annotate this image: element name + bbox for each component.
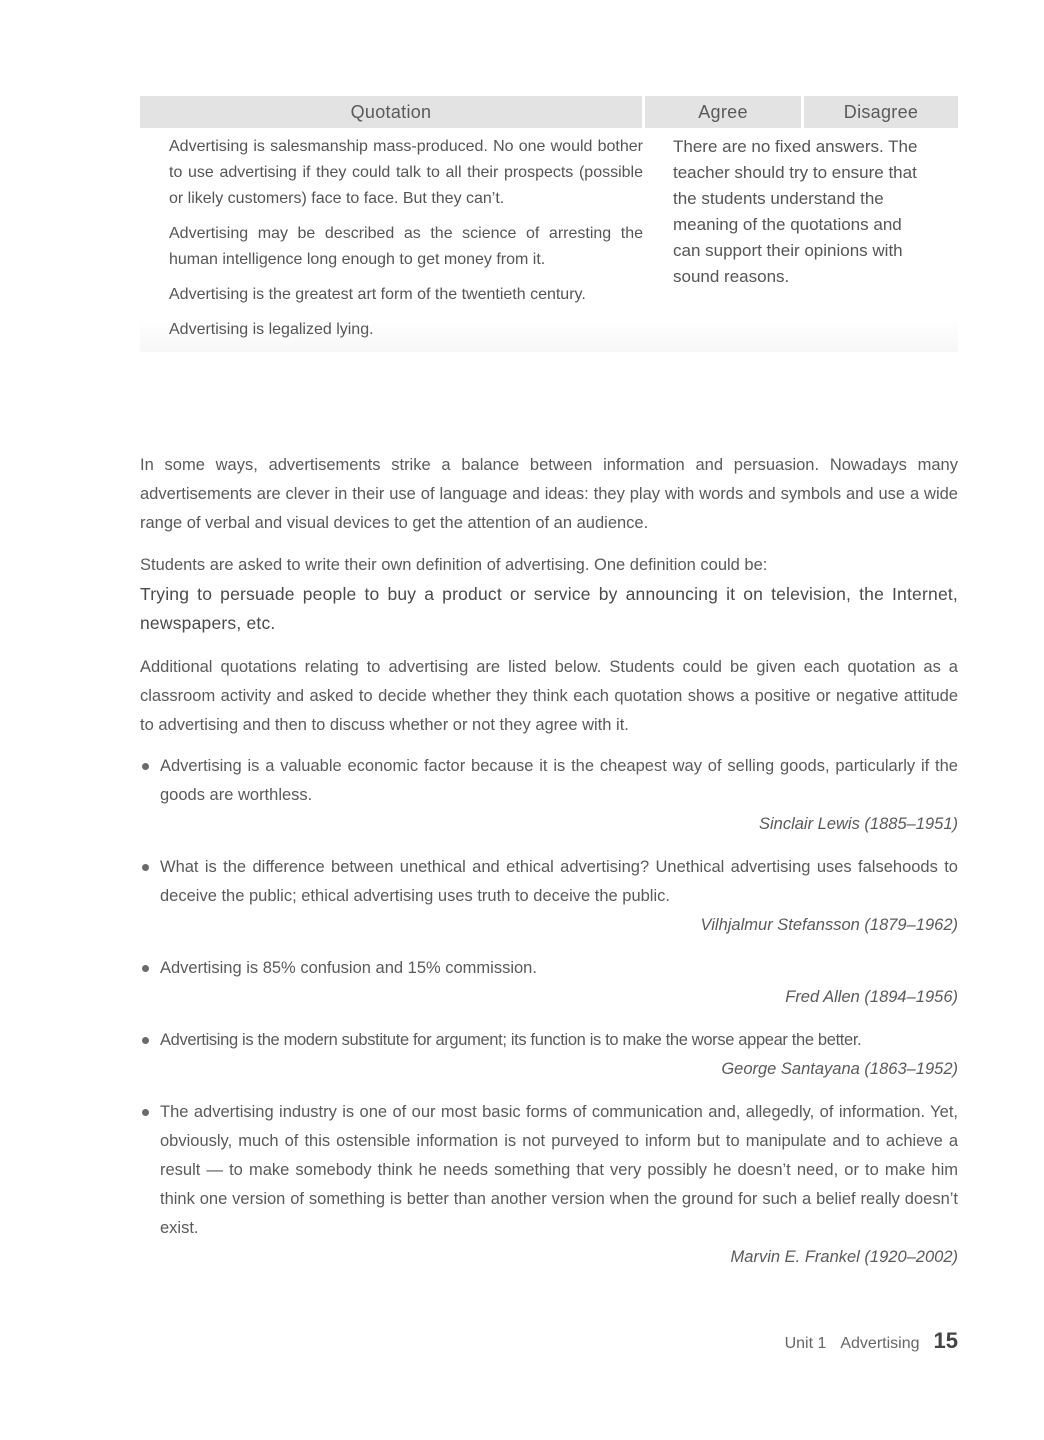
additional-paragraph: Additional quotations relating to advertising are listed below. Students could be given each quotation as a classroom activity and asked to decide whether they think each quotation shows a positive or negative attitude to advertising and then to discuss whether or not they agree with it.: [140, 658, 958, 734]
table-body: [140, 128, 958, 352]
table-header: [140, 96, 958, 128]
quote-attribution: Sinclair Lewis (1885–1951): [758, 815, 958, 833]
table-quote: Advertising is legalized lying.: [169, 321, 374, 338]
quotation-table: [140, 96, 958, 352]
page-footer: [785, 1328, 958, 1354]
list-item: [140, 752, 958, 839]
footer-title: Advertising: [840, 1335, 920, 1352]
definition-intro: Students are asked to write their own definition of advertising. One definition could be:: [140, 556, 768, 574]
answer-column: [673, 128, 931, 352]
bullet-icon: [142, 1109, 149, 1116]
bullet-icon: [142, 864, 149, 871]
bullet-icon: [142, 1037, 149, 1044]
quote-attribution: Vilhjalmur Stefansson (1879–1962): [700, 916, 958, 934]
table-quote: Advertising may be described as the science of arresting the human intelligence long enough to get money from it.: [169, 225, 643, 268]
page-number: 15: [933, 1328, 958, 1353]
quote-attribution: George Santayana (1863–1952): [721, 1060, 958, 1078]
table-quote: Advertising is salesmanship mass-produced. No one would bother to use advertising if they could talk to all their prospects (possible or likely customers) face to face. But they can’t.: [169, 138, 643, 207]
header-disagree: Disagree: [843, 101, 919, 122]
quotes-column: [140, 128, 643, 352]
footer-unit: Unit 1: [784, 1335, 827, 1352]
header-agree: Agree: [645, 96, 804, 128]
table-quote: Advertising is the greatest art form of the twentieth century.: [169, 286, 586, 303]
quote-attribution: Fred Allen (1894–1956): [785, 988, 958, 1006]
quote-text: The advertising industry is one of our most basic forms of communication and, allegedly, of information. Yet, obviously, much of this ostensible information is not purveyed to inform but to manipulate and to achieve a result — to make somebody think he needs something that very possibly he doesn’t need, or to make him think one version of something is better than another version when the ground for such a belief really doesn’t exist.: [160, 1103, 958, 1237]
definition-text: Trying to persuade people to buy a product or service by announcing it on television, the Internet, newspapers, etc.: [140, 584, 958, 633]
balance-paragraph: In some ways, advertisements strike a balance between information and persuasion. Nowadays many advertisements are clever in their use of language and ideas: they play with words and symbols and use a wide range of verbal and visual devices to get the attention of an audience.: [140, 456, 958, 532]
list-item: [140, 1026, 958, 1084]
quote-text: What is the difference between unethical and ethical advertising? Unethical advertising uses falsehoods to deceive the public; ethical advertising uses truth to deceive the public.: [160, 858, 958, 905]
quote-text: Advertising is a valuable economic factor because it is the cheapest way of selling goods, particularly if the goods are worthless.: [160, 757, 958, 804]
list-item: [140, 853, 958, 940]
bullet-icon: [142, 763, 149, 770]
additional-quotes-list: [140, 752, 958, 1272]
quote-text: Advertising is 85% confusion and 15% commission.: [160, 959, 537, 977]
bullet-icon: [142, 965, 149, 972]
list-item: [140, 954, 958, 1012]
quote-text: Advertising is the modern substitute for argument; its function is to make the worse appear the better.: [160, 1031, 862, 1049]
header-quotation: Quotation: [140, 96, 645, 128]
list-item: [140, 1098, 958, 1272]
quote-attribution: Marvin E. Frankel (1920–2002): [730, 1248, 958, 1266]
answer-text: There are no fixed answers. The teacher should try to ensure that the students understand the meaning of the quotations and can support their opinions with sound reasons.: [673, 137, 918, 286]
